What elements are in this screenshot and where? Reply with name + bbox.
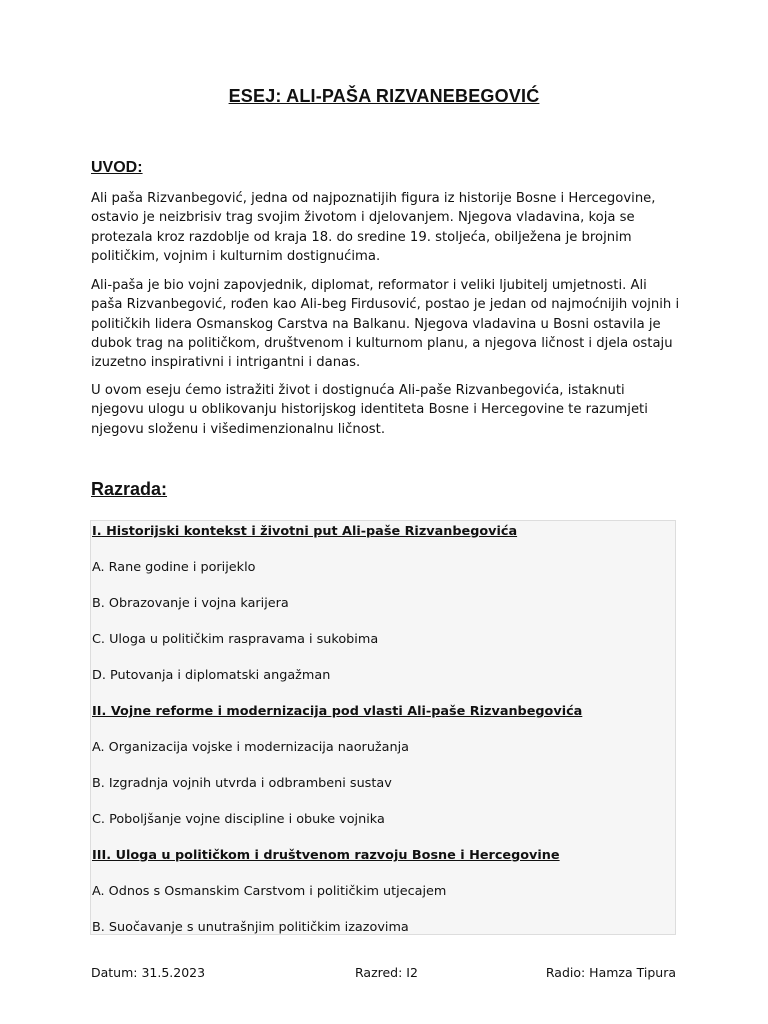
outline-item: A. Odnos s Osmanskim Carstvom i političkim utjecajem [92, 884, 447, 899]
page-title: ESEJ: ALI-PAŠA RIZVANEBEGOVIĆ [228, 86, 540, 106]
outline-item: C. Poboljšanje vojne discipline i obuke vojnika [92, 812, 385, 827]
outline-item: B. Obrazovanje i vojna karijera [92, 596, 289, 611]
razrada-heading: Razrada: [91, 479, 168, 499]
footer-class: Razred: I2 [355, 965, 418, 980]
footer-date: Datum: 31.5.2023 [91, 965, 206, 980]
outline-item: A. Rane godine i porijeklo [92, 560, 256, 575]
outline-section-3-title: III. Uloga u političkom i društvenom razvoju Bosne i Hercegovine [92, 848, 560, 863]
outline-item: B. Izgradnja vojnih utvrda i odbrambeni sustav [92, 776, 392, 791]
footer-author: Radio: Hamza Tipura [545, 965, 676, 980]
outline-section-2-title: II. Vojne reforme i modernizacija pod vlasti Ali-paše Rizvanbegovića [92, 704, 583, 719]
intro-paragraph-2: Ali-paša je bio vojni zapovjednik, diplomat, reformator i veliki ljubitelj umjetnosti. Ali paša Rizvanbegović, rođen kao Ali-beg Firdusović, postao je jedan od najmoćnijih vojnih i političkih lidera Osmanskog Carstva na Balkanu. Njegova vladavina u Bosni ostavila je dubok trag na političkom, društvenom i kulturnom planu, a njegova ličnost i djela ostaju izuzetno inspirativni i intrigantni i danas. [91, 278, 680, 371]
outline-item: D. Putovanja i diplomatski angažman [92, 668, 331, 683]
intro-paragraph-3: U ovom eseju ćemo istražiti život i dostignuća Ali-paše Rizvanbegovića, istaknuti njegovu ulogu u oblikovanju historijskog identiteta Bosne i Hercegovine te razumjeti njegovu složenu i višedimenzionalnu ličnost. [91, 383, 648, 437]
intro-paragraph-1: Ali paša Rizvanbegović, jedna od najpoznatijih figura iz historije Bosne i Hercegovine, ostavio je neizbrisiv trag svojim životom i djelovanjem. Njegova vladavina, koja se protezala kroz razdoblje od kraja 18. do sredine 19. stoljeća, obilježena je brojnim političkim, vojnim i kulturnim dostignućima. [91, 191, 656, 264]
intro-heading: UVOD: [91, 159, 143, 176]
outline-section-1-title: I. Historijski kontekst i životni put Ali-paše Rizvanbegovića [92, 524, 518, 539]
outline-box [90, 520, 676, 935]
outline-item: B. Suočavanje s unutrašnjim političkim izazovima [92, 920, 409, 935]
outline-item: A. Organizacija vojske i modernizacija naoružanja [92, 740, 409, 755]
outline-item: C. Uloga u političkim raspravama i sukobima [92, 632, 379, 647]
